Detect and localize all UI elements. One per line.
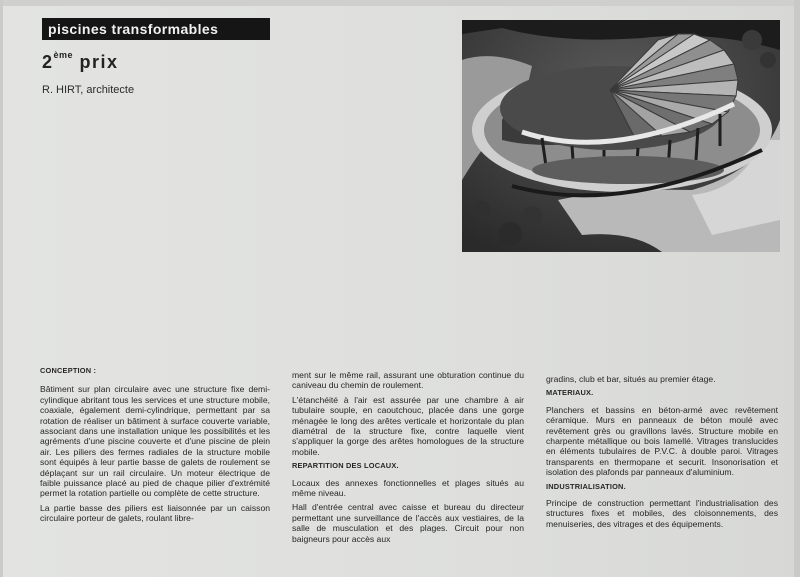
section-banner (42, 18, 270, 40)
paragraph: L'étanchéité à l'air est assurée par une chambre à air tubulaire souple, en caoutchouc, placée dans une gorge ménagée le long des arêtes verticale et horizontale du plan diamétral de la structure fixe, contre laquelle vient s'appliquer la gorge des arêtes homologues de la structure mobile. (292, 394, 524, 457)
paragraph: Hall d'entrée central avec caisse et bureau du directeur permettant une surveillance de l'accès aux vestiaires, de la salle de musculation et des plages. Circuit pour non baigneurs pour accès aux (292, 502, 524, 544)
paragraph: Locaux des annexes fonctionnelles et plages situés au même niveau. (292, 477, 524, 499)
page-edge-left (0, 0, 3, 577)
model-photo-drawing (462, 20, 780, 252)
page-edge-top (0, 0, 800, 6)
page-edge-right (794, 0, 800, 577)
prize-word: prix (79, 52, 119, 72)
architect-credit: R. HIRT, architecte (42, 84, 135, 96)
heading-industrialisation: INDUSTRIALISATION. (546, 481, 626, 491)
text-column-3 (546, 374, 778, 533)
heading-materiaux: MATERIAUX. (546, 388, 594, 398)
heading-conception: CONCEPTION : (40, 366, 97, 375)
heading-repartition: REPARTITION DES LOCAUX. (292, 461, 399, 471)
banner-title: piscines transformables (48, 21, 219, 37)
text-column-2 (292, 370, 524, 548)
text-column-1 (40, 364, 270, 528)
architectural-model-photo (462, 20, 780, 252)
paragraph: Planchers et bassins en béton-armé avec revêtement céramique. Murs en panneaux de béton moulé avec revêtement grès ou gravillons lavés. Structure mobile en charpente métallique ou bois lamellé. Vitrages translucides en éléments tubulaires de P.V.C. à double paroi. Vitrages transparents en thermopane et securit. Insonorisation et isolation des plafonds par panneaux d'aluminium. (546, 404, 778, 478)
paragraph: Bâtiment sur plan circulaire avec une structure fixe demi-cylindique abritant tous les services et une structure mobile, coaxiale, également demi-cylindrique, permettant par sa rotation de réaliser un bâtiment à surface couverte variable, associant dans une installation unique les possibilités et les agréments d'une piscine couverte et d'une piscine de plein air. Les piliers des fermes radiales de la structure mobile sont équipés à leur partie basse de galets de roulement se déplaçant sur un rail circulaire. Un moteur électrique de faible puissance placé au pied de chaque pilier d'extrémité permet la rotation partielle ou complète de cette structure. (40, 384, 270, 499)
paragraph: La partie basse des piliers est liaisonnée par un caisson circulaire porteur de galets, roulant libre- (40, 502, 270, 524)
paragraph: Principe de construction permettant l'industrialisation des structures fixes et mobiles, des cloisonnements, des menuiseries, des vitrages et des équipements. (546, 498, 778, 529)
prize-number: 2 (42, 52, 54, 72)
prize-superscript: ème (53, 50, 74, 60)
paragraph: gradins, club et bar, situés au premier étage. (546, 374, 716, 384)
prize-title (42, 52, 119, 73)
paragraph: ment sur le même rail, assurant une obturation continue du caniveau du chemin de roulement. (292, 370, 524, 391)
